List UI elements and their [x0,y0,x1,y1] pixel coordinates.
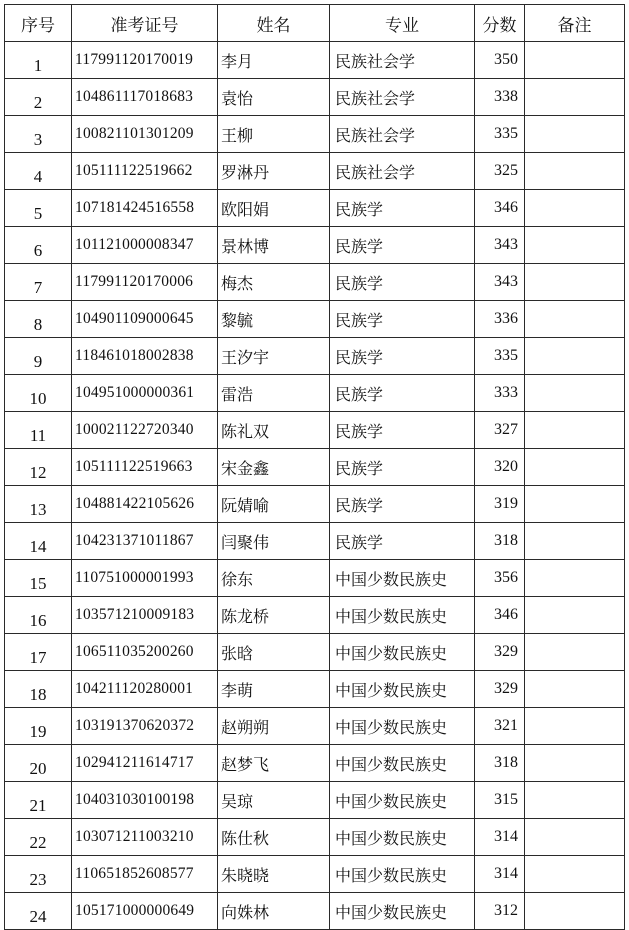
cell-seq: 8 [5,301,72,338]
cell-name: 景林博 [218,227,330,264]
cell-score: 356 [475,560,525,597]
table-row [5,782,625,819]
cell-major: 民族学 [330,338,475,375]
cell-note [525,560,625,597]
cell-major: 民族学 [330,523,475,560]
table-row [5,819,625,856]
cell-note [525,412,625,449]
cell-seq: 24 [5,893,72,930]
cell-note [525,42,625,79]
cell-seq: 5 [5,190,72,227]
table-row [5,190,625,227]
cell-seq: 10 [5,375,72,412]
table-row [5,486,625,523]
table-row [5,264,625,301]
cell-major: 中国少数民族史 [330,671,475,708]
cell-major: 民族社会学 [330,153,475,190]
cell-score: 336 [475,301,525,338]
cell-seq: 12 [5,449,72,486]
cell-seq: 16 [5,597,72,634]
cell-major: 民族学 [330,449,475,486]
cell-note [525,116,625,153]
cell-note [525,634,625,671]
cell-seq: 19 [5,708,72,745]
cell-seq: 18 [5,671,72,708]
cell-exam-id: 117991120170006 [72,264,218,301]
header-row [5,5,625,42]
cell-exam-id: 105171000000649 [72,893,218,930]
cell-note [525,375,625,412]
table-row [5,153,625,190]
cell-score: 343 [475,227,525,264]
admission-list-table [4,4,625,930]
cell-seq: 23 [5,856,72,893]
cell-score: 315 [475,782,525,819]
cell-note [525,856,625,893]
header-note: 备注 [525,5,625,42]
cell-seq: 11 [5,412,72,449]
cell-exam-id: 118461018002838 [72,338,218,375]
cell-exam-id: 103071211003210 [72,819,218,856]
table-row [5,375,625,412]
cell-score: 325 [475,153,525,190]
cell-exam-id: 104231371011867 [72,523,218,560]
cell-score: 333 [475,375,525,412]
cell-exam-id: 106511035200260 [72,634,218,671]
cell-major: 民族社会学 [330,116,475,153]
cell-seq: 3 [5,116,72,153]
table-row [5,560,625,597]
table-row [5,227,625,264]
cell-name: 黎毓 [218,301,330,338]
cell-score: 346 [475,597,525,634]
table-row [5,893,625,930]
table-row [5,449,625,486]
cell-score: 335 [475,116,525,153]
header-name: 姓名 [218,5,330,42]
cell-name: 朱晓晓 [218,856,330,893]
cell-score: 319 [475,486,525,523]
cell-name: 宋金鑫 [218,449,330,486]
cell-major: 民族学 [330,375,475,412]
cell-note [525,523,625,560]
cell-note [525,79,625,116]
table-row [5,301,625,338]
table-row [5,116,625,153]
cell-note [525,190,625,227]
cell-score: 320 [475,449,525,486]
cell-note [525,486,625,523]
cell-note [525,264,625,301]
cell-major: 中国少数民族史 [330,708,475,745]
table-row [5,671,625,708]
cell-note [525,597,625,634]
cell-name: 罗淋丹 [218,153,330,190]
cell-name: 梅杰 [218,264,330,301]
cell-score: 318 [475,745,525,782]
cell-name: 张晗 [218,634,330,671]
cell-exam-id: 102941211614717 [72,745,218,782]
cell-note [525,708,625,745]
cell-major: 中国少数民族史 [330,634,475,671]
cell-seq: 22 [5,819,72,856]
cell-seq: 20 [5,745,72,782]
cell-note [525,893,625,930]
cell-exam-id: 117991120170019 [72,42,218,79]
cell-name: 王汐宇 [218,338,330,375]
cell-major: 中国少数民族史 [330,893,475,930]
cell-score: 314 [475,819,525,856]
cell-name: 闫聚伟 [218,523,330,560]
cell-major: 中国少数民族史 [330,782,475,819]
cell-name: 陈仕秋 [218,819,330,856]
cell-name: 李萌 [218,671,330,708]
cell-seq: 6 [5,227,72,264]
table-row [5,42,625,79]
cell-score: 329 [475,671,525,708]
cell-major: 民族学 [330,264,475,301]
cell-note [525,153,625,190]
table-row [5,634,625,671]
cell-major: 中国少数民族史 [330,745,475,782]
cell-name: 吴琼 [218,782,330,819]
cell-name: 向姝林 [218,893,330,930]
cell-note [525,227,625,264]
cell-score: 335 [475,338,525,375]
cell-score: 318 [475,523,525,560]
cell-name: 阮婧喻 [218,486,330,523]
table-header [5,5,625,42]
cell-score: 321 [475,708,525,745]
cell-name: 欧阳娟 [218,190,330,227]
table-row [5,708,625,745]
cell-note [525,671,625,708]
header-major: 专业 [330,5,475,42]
table-row [5,856,625,893]
cell-exam-id: 105111122519662 [72,153,218,190]
cell-exam-id: 107181424516558 [72,190,218,227]
cell-major: 民族学 [330,486,475,523]
cell-note [525,301,625,338]
table-row [5,745,625,782]
cell-exam-id: 104211120280001 [72,671,218,708]
table-row [5,79,625,116]
cell-seq: 21 [5,782,72,819]
cell-major: 民族社会学 [330,79,475,116]
cell-name: 赵梦飞 [218,745,330,782]
table-row [5,523,625,560]
cell-note [525,782,625,819]
table-row [5,338,625,375]
cell-exam-id: 104881422105626 [72,486,218,523]
cell-exam-id: 110751000001993 [72,560,218,597]
cell-score: 338 [475,79,525,116]
cell-score: 343 [475,264,525,301]
cell-major: 民族学 [330,301,475,338]
cell-exam-id: 104901109000645 [72,301,218,338]
cell-score: 350 [475,42,525,79]
cell-name: 赵朔朔 [218,708,330,745]
cell-note [525,449,625,486]
cell-note [525,819,625,856]
cell-exam-id: 104951000000361 [72,375,218,412]
cell-exam-id: 110651852608577 [72,856,218,893]
cell-exam-id: 104861117018683 [72,79,218,116]
cell-name: 李月 [218,42,330,79]
table-row [5,412,625,449]
cell-score: 346 [475,190,525,227]
cell-note [525,338,625,375]
cell-major: 民族学 [330,412,475,449]
cell-major: 中国少数民族史 [330,597,475,634]
cell-major: 民族学 [330,227,475,264]
cell-exam-id: 104031030100198 [72,782,218,819]
cell-name: 雷浩 [218,375,330,412]
cell-seq: 1 [5,42,72,79]
cell-note [525,745,625,782]
cell-exam-id: 101121000008347 [72,227,218,264]
cell-name: 陈礼双 [218,412,330,449]
cell-exam-id: 100021122720340 [72,412,218,449]
cell-score: 314 [475,856,525,893]
cell-name: 王柳 [218,116,330,153]
header-seq: 序号 [5,5,72,42]
table-row [5,597,625,634]
cell-exam-id: 105111122519663 [72,449,218,486]
cell-seq: 15 [5,560,72,597]
header-score: 分数 [475,5,525,42]
cell-major: 民族学 [330,190,475,227]
cell-major: 民族社会学 [330,42,475,79]
cell-seq: 17 [5,634,72,671]
cell-seq: 9 [5,338,72,375]
cell-score: 329 [475,634,525,671]
cell-seq: 14 [5,523,72,560]
cell-exam-id: 100821101301209 [72,116,218,153]
cell-score: 327 [475,412,525,449]
cell-major: 中国少数民族史 [330,856,475,893]
cell-seq: 7 [5,264,72,301]
cell-name: 袁怡 [218,79,330,116]
cell-seq: 4 [5,153,72,190]
cell-major: 中国少数民族史 [330,560,475,597]
cell-major: 中国少数民族史 [330,819,475,856]
cell-score: 312 [475,893,525,930]
cell-exam-id: 103571210009183 [72,597,218,634]
cell-exam-id: 103191370620372 [72,708,218,745]
cell-name: 陈龙桥 [218,597,330,634]
cell-name: 徐东 [218,560,330,597]
table-body [5,42,625,930]
cell-seq: 2 [5,79,72,116]
header-exam-id: 准考证号 [72,5,218,42]
cell-seq: 13 [5,486,72,523]
